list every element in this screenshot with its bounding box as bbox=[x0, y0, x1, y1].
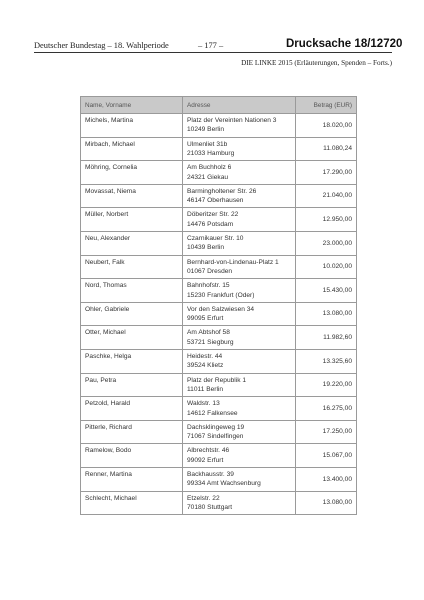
address-street: Etzelstr. 22 bbox=[187, 494, 220, 502]
document-label: Drucksache bbox=[286, 38, 352, 50]
header-rule bbox=[34, 52, 392, 53]
address-city: 39524 Klietz bbox=[187, 362, 224, 370]
donor-address bbox=[183, 326, 296, 350]
donation-amount: 13.080,00 bbox=[296, 302, 357, 326]
donor-name: Nord, Thomas bbox=[81, 279, 183, 303]
table-row bbox=[81, 208, 357, 232]
donor-name: Schlecht, Michael bbox=[81, 491, 183, 515]
address-street: Platz der Vereinten Nationen 3 bbox=[187, 117, 277, 124]
table-row bbox=[81, 491, 357, 515]
address-city: 99095 Erfurt bbox=[187, 315, 224, 323]
donor-name: Müller, Norbert bbox=[81, 208, 183, 232]
address-city: 11011 Berlin bbox=[187, 385, 224, 393]
address-city: 99092 Erfurt bbox=[187, 456, 224, 464]
address-street: Heidestr. 44 bbox=[187, 352, 223, 360]
donor-address bbox=[183, 397, 296, 421]
address-street: Albrechtstr. 46 bbox=[187, 447, 230, 455]
address-city: 14612 Falkensee bbox=[187, 409, 238, 417]
donor-name: Möhring, Cornelia bbox=[81, 161, 183, 185]
address-street: Vor den Salzwiesen 34 bbox=[187, 305, 255, 313]
address-city: 71067 Sindelfingen bbox=[187, 433, 244, 441]
address-street: Am Abtshof 58 bbox=[187, 329, 230, 337]
table-row bbox=[81, 114, 357, 138]
address-street: Bahnhofstr. 15 bbox=[187, 282, 230, 290]
column-header-amount: Betrag (EUR) bbox=[296, 97, 357, 114]
donor-name: Pitterle, Richard bbox=[81, 420, 183, 444]
address-street: Am Buchholz 6 bbox=[187, 164, 232, 172]
address-street: Waldstr. 13 bbox=[187, 400, 220, 408]
table-header-row bbox=[81, 97, 357, 114]
donor-address bbox=[183, 161, 296, 185]
donation-amount: 11.080,24 bbox=[296, 137, 357, 161]
column-header-address: Adresse bbox=[183, 97, 296, 114]
donation-amount: 18.020,00 bbox=[296, 114, 357, 138]
donor-address bbox=[183, 114, 296, 138]
donor-address bbox=[183, 279, 296, 303]
donor-address bbox=[183, 137, 296, 161]
address-street: Bernhard-von-Lindenau-Platz 1 bbox=[187, 258, 279, 266]
address-street: Dachsklingeweg 19 bbox=[187, 423, 245, 431]
donor-address bbox=[183, 467, 296, 491]
donor-name: Movassat, Niema bbox=[81, 184, 183, 208]
address-city: 46147 Oberhausen bbox=[187, 197, 244, 205]
donation-amount: 13.325,60 bbox=[296, 349, 357, 373]
table-row bbox=[81, 420, 357, 444]
donor-name: Otter, Michael bbox=[81, 326, 183, 350]
table-row bbox=[81, 326, 357, 350]
address-street: Platz der Republik 1 bbox=[187, 376, 247, 384]
address-city: 53721 Siegburg bbox=[187, 338, 234, 346]
donor-name: Neu, Alexander bbox=[81, 231, 183, 255]
address-city: 01067 Dresden bbox=[187, 267, 233, 275]
donor-name: Michels, Martina bbox=[81, 114, 183, 138]
table-row bbox=[81, 231, 357, 255]
donation-amount: 19.220,00 bbox=[296, 373, 357, 397]
donor-name: Paschke, Helga bbox=[81, 349, 183, 373]
donor-name: Neubert, Falk bbox=[81, 255, 183, 279]
donations-table bbox=[80, 96, 357, 515]
donation-amount: 12.950,00 bbox=[296, 208, 357, 232]
donation-amount: 15.430,00 bbox=[296, 279, 357, 303]
table-row bbox=[81, 467, 357, 491]
donation-amount: 23.000,00 bbox=[296, 231, 357, 255]
document-number bbox=[286, 38, 402, 50]
donor-name: Ramelow, Bodo bbox=[81, 444, 183, 468]
donor-name: Pau, Petra bbox=[81, 373, 183, 397]
address-street: Czarnikauer Str. 10 bbox=[187, 234, 244, 242]
address-city: 99334 Amt Wachsenburg bbox=[187, 480, 261, 488]
section-subtitle: DIE LINKE 2015 (Erläuterungen, Spenden – Forts.) bbox=[241, 59, 392, 67]
donor-address bbox=[183, 444, 296, 468]
address-street: Ulmenliet 31b bbox=[187, 140, 228, 148]
donor-name: Renner, Martina bbox=[81, 467, 183, 491]
donor-address bbox=[183, 184, 296, 208]
address-street: Backhausstr. 39 bbox=[187, 470, 234, 478]
donation-amount: 17.290,00 bbox=[296, 161, 357, 185]
address-street: Döberitzer Str. 22 bbox=[187, 211, 239, 219]
address-city: 15230 Frankfurt (Oder) bbox=[187, 291, 255, 299]
donor-address bbox=[183, 349, 296, 373]
donor-address bbox=[183, 255, 296, 279]
donation-amount: 13.080,00 bbox=[296, 491, 357, 515]
address-street: Barmingholtener Str. 26 bbox=[187, 187, 257, 195]
donation-amount: 17.250,00 bbox=[296, 420, 357, 444]
table-row bbox=[81, 373, 357, 397]
table-row bbox=[81, 279, 357, 303]
table-row bbox=[81, 444, 357, 468]
address-city: 21033 Hamburg bbox=[187, 150, 235, 157]
table-row bbox=[81, 349, 357, 373]
address-city: 10249 Berlin bbox=[187, 126, 225, 134]
table-row bbox=[81, 255, 357, 279]
column-header-name: Name, Vorname bbox=[81, 97, 183, 114]
donor-address bbox=[183, 420, 296, 444]
address-city: 24321 Giekau bbox=[187, 173, 229, 181]
address-city: 14476 Potsdam bbox=[187, 220, 234, 228]
running-header-left: Deutscher Bundestag – 18. Wahlperiode bbox=[34, 41, 169, 50]
table-row bbox=[81, 397, 357, 421]
donation-amount: 15.067,00 bbox=[296, 444, 357, 468]
donation-amount: 21.040,00 bbox=[296, 184, 357, 208]
donor-name: Mirbach, Michael bbox=[81, 137, 183, 161]
donor-name: Petzold, Harald bbox=[81, 397, 183, 421]
page-number: – 177 – bbox=[198, 41, 224, 50]
donor-address bbox=[183, 373, 296, 397]
donor-address bbox=[183, 491, 296, 515]
table-row bbox=[81, 161, 357, 185]
donation-amount: 16.275,00 bbox=[296, 397, 357, 421]
donor-address bbox=[183, 208, 296, 232]
document-id: 18/12720 bbox=[354, 38, 403, 50]
donor-address bbox=[183, 231, 296, 255]
donation-amount: 11.982,60 bbox=[296, 326, 357, 350]
table-row bbox=[81, 302, 357, 326]
address-city: 70180 Stuttgart bbox=[187, 503, 233, 511]
table-row bbox=[81, 184, 357, 208]
donor-name: Ohler, Gabriele bbox=[81, 302, 183, 326]
donor-address bbox=[183, 302, 296, 326]
donation-amount: 10.020,00 bbox=[296, 255, 357, 279]
address-city: 10439 Berlin bbox=[187, 244, 225, 252]
table-row bbox=[81, 137, 357, 161]
donation-amount: 13.400,00 bbox=[296, 467, 357, 491]
